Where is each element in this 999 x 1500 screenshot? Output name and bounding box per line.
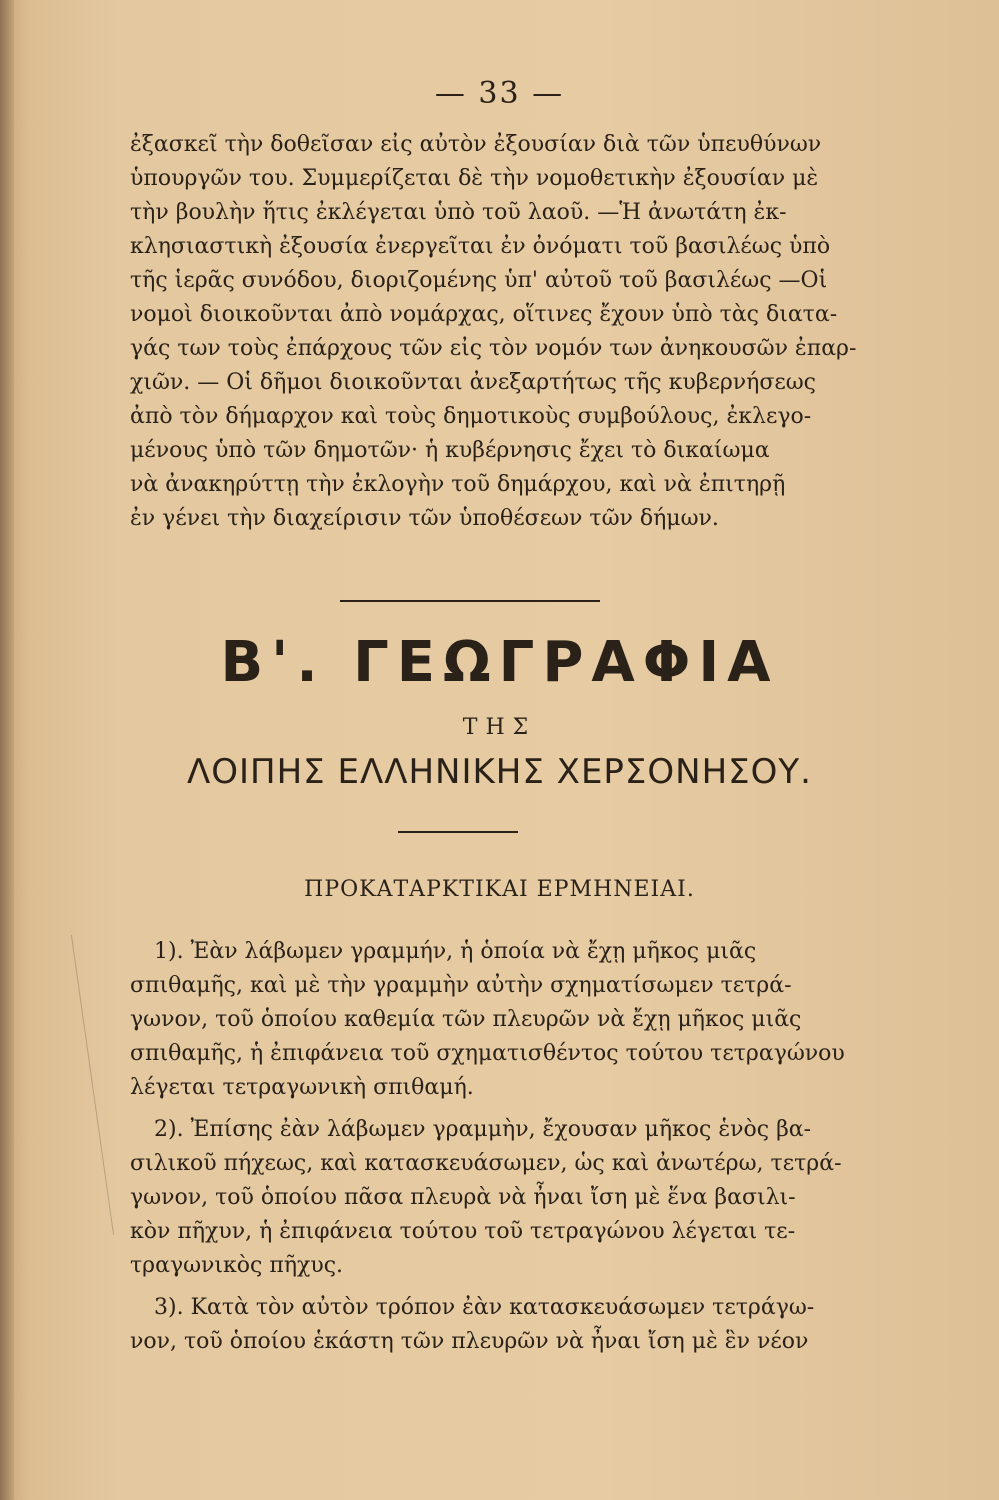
text-line: 3). Κατὰ τὸν αὐτὸν τρόπον ἐὰν κατασκευάσωμεν τετράγω- [154,1295,815,1320]
numbered-paragraphs [130,935,845,1367]
text-line: σπιθαμῆς, ἡ ἐπιφάνεια τοῦ σχηματισθέντος τούτου τετραγώνου [130,1041,845,1066]
subheading: ΠΡΟΚΑΤΑΡΚΤΙΚΑΙ ΕΡΜΗΝΕΙΑΙ. [304,877,695,902]
subtitle-divider-rule [398,831,518,833]
text-line: λέγεται τετραγωνικὴ σπιθαμή. [130,1075,474,1100]
text-line: μένους ὑπὸ τῶν δημοτῶν· ἡ κυβέρνησις ἔχει τὸ δικαίωμα [130,438,770,463]
text-line: νον, τοῦ ὁποίου ἑκάστη τῶν πλευρῶν νὰ ἦναι ἴση μὲ ἓν νέον [130,1329,809,1354]
paragraph-1 [130,935,845,1105]
section-subtitle: ΛΟΙΠΗΣ ΕΛΛΗΝΙΚΗΣ ΧΕΡΣΟΝΗΣΟΥ. [187,752,812,792]
paragraph-2 [130,1113,842,1283]
text-line: γάς των τοὺς ἐπάρχους τῶν εἰς τὸν νομόν των ἀνηκουσῶν ἐπαρ- [130,336,857,361]
top-paragraph [130,128,857,536]
text-line: χιῶν. — Οἱ δῆμοι διοικοῦνται ἀνεξαρτήτως τῆς κυβερνήσεως [130,370,817,395]
text-line: κὸν πῆχυν, ἡ ἐπιφάνεια τούτου τοῦ τετραγώνου λέγεται τε- [130,1219,796,1244]
text-line: 1). Ἐὰν λάβωμεν γραμμήν, ἡ ὁποία νὰ ἔχῃ μῆκος μιᾶς [154,939,757,964]
page-spine-edge [0,0,14,1500]
text-line: ὑπουργῶν του. Συμμερίζεται δὲ τὴν νομοθετικὴν ἐξουσίαν μὲ [130,166,819,191]
text-line: γωνον, τοῦ ὁποίου καθεμία τῶν πλευρῶν νὰ ἔχῃ μῆκος μιᾶς [130,1007,802,1032]
text-line: τῆς ἱερᾶς συνόδου, διοριζομένης ὑπ' αὐτοῦ τοῦ βασιλέως —Οἱ [130,268,828,293]
page-number: — 33 — [434,76,565,111]
section-heading: Β'. ΓΕΩΓΡΑΦΙΑ [220,630,779,695]
text-line: ἐξασκεῖ τὴν δοθεῖσαν εἰς αὐτὸν ἐξουσίαν διὰ τῶν ὑπευθύνων [130,132,822,157]
text-line: γωνον, τοῦ ὁποίου πᾶσα πλευρὰ νὰ ἦναι ἴση μὲ ἕνα βασιλι- [130,1185,796,1210]
section-heading-article: ΤΗΣ [462,715,537,740]
text-line: νομοὶ διοικοῦνται ἀπὸ νομάρχας, οἵτινες ἔχουν ὑπὸ τὰς διατα- [130,302,838,327]
text-line: 2). Ἐπίσης ἐὰν λάβωμεν γραμμὴν, ἔχουσαν μῆκος ἑνὸς βα- [154,1117,812,1142]
paragraph-3 [130,1291,830,1359]
text-line: σιλικοῦ πήχεως, καὶ κατασκευάσωμεν, ὡς καὶ ἀνωτέρω, τετρά- [130,1151,842,1176]
section-divider-rule [340,600,600,602]
text-line: τὴν βουλὴν ἥτις ἐκλέγεται ὑπὸ τοῦ λαοῦ. —Ἡ ἀνωτάτη ἐκ- [130,200,787,225]
text-line: νὰ ἀνακηρύττῃ τὴν ἐκλογὴν τοῦ δημάρχου, καὶ νὰ ἐπιτηρῇ [130,472,786,497]
text-line: τραγωνικὸς πῆχυς. [130,1253,344,1278]
text-line: κλησιαστικὴ ἐξουσία ἐνεργεῖται ἐν ὀνόματι τοῦ βασιλέως ὑπὸ [130,234,831,259]
text-line: σπιθαμῆς, καὶ μὲ τὴν γραμμὴν αὐτὴν σχηματίσωμεν τετρά- [130,973,792,998]
text-line: ἐν γένει τὴν διαχείρισιν τῶν ὑποθέσεων τῶν δήμων. [130,506,719,531]
text-line: ἀπὸ τὸν δήμαρχον καὶ τοὺς δημοτικοὺς συμβούλους, ἐκλεγο- [130,404,812,429]
